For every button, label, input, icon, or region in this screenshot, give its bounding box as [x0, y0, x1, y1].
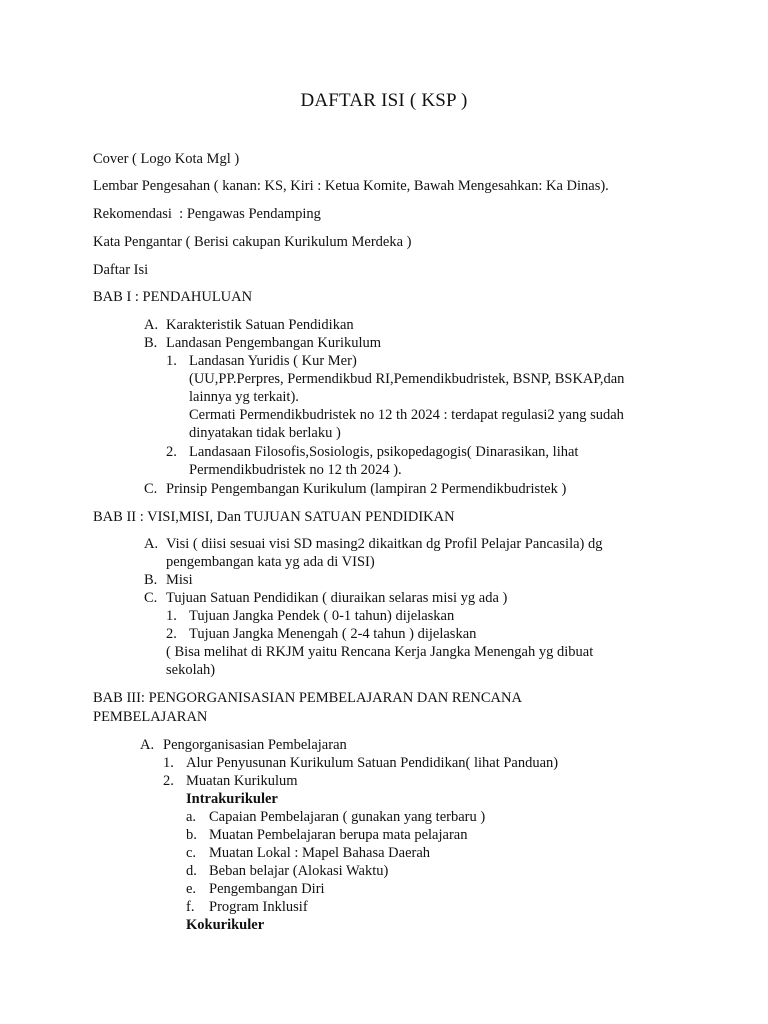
list-marker: 2. [163, 773, 174, 789]
list-marker: B. [144, 335, 158, 351]
list-item: Tujuan Jangka Menengah ( 2-4 tahun ) dijelaskan [189, 626, 477, 642]
list-marker: 1. [166, 353, 177, 369]
list-marker: 1. [163, 755, 174, 771]
bab3-heading: BAB III: PENGORGANISASIAN PEMBELAJARAN DAN RENCANA [93, 690, 522, 706]
list-item: Pengorganisasian Pembelajaran [163, 737, 347, 753]
list-marker: A. [144, 317, 159, 333]
intrakurikuler-heading: Intrakurikuler [186, 791, 278, 807]
list-item: Beban belajar (Alokasi Waktu) [209, 863, 389, 879]
list-marker: d. [186, 863, 197, 879]
list-item-continuation: Cermati Permendikbudristek no 12 th 2024 : terdapat regulasi2 yang sudah [189, 407, 624, 423]
intro-daftar-isi: Daftar Isi [93, 262, 149, 278]
kokurikuler-heading: Kokurikuler [186, 917, 265, 933]
list-item: Tujuan Jangka Pendek ( 0-1 tahun) dijelaskan [189, 608, 455, 624]
list-item-continuation: (UU,PP.Perpres, Permendikbud RI,Pemendikbudristek, BSNP, BSKAP,dan [189, 371, 625, 387]
list-item: Visi ( diisi sesuai visi SD masing2 dikaitkan dg Profil Pelajar Pancasila) dg [166, 536, 603, 552]
bab3-heading-continuation: PEMBELAJARAN [93, 709, 208, 725]
note-continuation: sekolah) [166, 662, 216, 678]
list-marker: 2. [166, 626, 177, 642]
intro-rekomendasi: Rekomendasi : Pengawas Pendamping [93, 206, 321, 222]
list-marker: A. [144, 536, 159, 552]
list-item: Program Inklusif [209, 899, 308, 915]
bab2-heading: BAB II : VISI,MISI, Dan TUJUAN SATUAN PENDIDIKAN [93, 509, 455, 525]
list-item: Pengembangan Diri [209, 881, 325, 897]
list-marker: c. [186, 845, 197, 861]
list-item: Landasan Yuridis ( Kur Mer) [189, 353, 357, 369]
list-item-continuation: dinyatakan tidak berlaku ) [189, 425, 341, 441]
list-marker: A. [140, 737, 155, 753]
list-item: Muatan Pembelajaran berupa mata pelajaran [209, 827, 468, 843]
intro-kata-pengantar: Kata Pengantar ( Berisi cakupan Kurikulum Merdeka ) [93, 234, 412, 250]
list-marker: b. [186, 827, 197, 843]
list-item-continuation: pengembangan kata yg ada di VISI) [166, 554, 375, 570]
list-item: Landasan Pengembangan Kurikulum [166, 335, 382, 351]
list-item: Karakteristik Satuan Pendidikan [166, 317, 354, 333]
list-item: Muatan Lokal : Mapel Bahasa Daerah [209, 845, 431, 861]
list-marker: a. [186, 809, 197, 825]
list-item-continuation: lainnya yg terkait). [189, 389, 299, 405]
intro-cover: Cover ( Logo Kota Mgl ) [93, 151, 240, 167]
list-item: Tujuan Satuan Pendidikan ( diuraikan selaras misi yg ada ) [166, 590, 508, 606]
note: ( Bisa melihat di RKJM yaitu Rencana Kerja Jangka Menengah yg dibuat [166, 644, 594, 660]
list-item: Capaian Pembelajaran ( gunakan yang terbaru ) [209, 809, 486, 825]
list-marker: 1. [166, 608, 177, 624]
bab1-heading: BAB I : PENDAHULUAN [93, 289, 253, 305]
list-marker: C. [144, 590, 158, 606]
list-marker: f. [186, 899, 195, 915]
intro-lembar-pengesahan: Lembar Pengesahan ( kanan: KS, Kiri : Ketua Komite, Bawah Mengesahkan: Ka Dinas). [93, 178, 609, 194]
list-item: Landasaan Filosofis,Sosiologis, psikopedagogis( Dinarasikan, lihat [189, 444, 579, 460]
list-item: Muatan Kurikulum [186, 773, 298, 789]
list-item: Misi [166, 572, 193, 588]
list-marker: C. [144, 481, 158, 497]
page-title: DAFTAR ISI ( KSP ) [300, 90, 468, 111]
list-item: Alur Penyusunan Kurikulum Satuan Pendidikan( lihat Panduan) [186, 755, 559, 771]
list-item: Prinsip Pengembangan Kurikulum (lampiran 2 Permendikbudristek ) [166, 481, 567, 497]
list-marker: e. [186, 881, 197, 897]
list-marker: B. [144, 572, 158, 588]
list-marker: 2. [166, 444, 177, 460]
list-item-continuation: Permendikbudristek no 12 th 2024 ). [189, 462, 402, 478]
